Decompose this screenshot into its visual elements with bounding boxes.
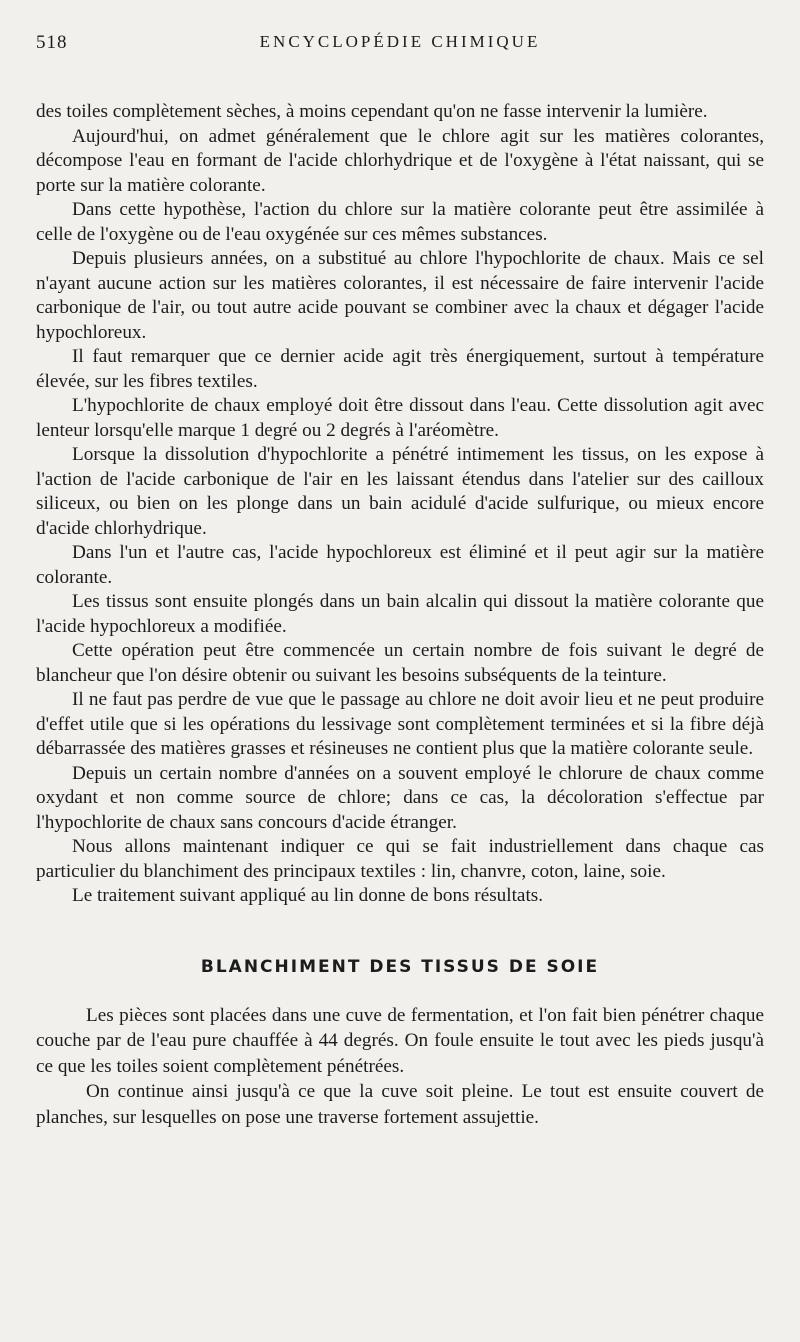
paragraph: Les tissus sont ensuite plongés dans un bain alcalin qui dissout la matière colorante que l'acide hypochloreux a modifiée.	[36, 591, 764, 637]
running-title: ENCYCLOPÉDIE CHIMIQUE	[259, 32, 541, 51]
paragraph: Nous allons maintenant indiquer ce qui se fait industriellement dans chaque cas particulier du blanchiment des principaux textiles : lin, chanvre, coton, laine, soie.	[36, 836, 764, 882]
paragraph: Depuis un certain nombre d'années on a souvent employé le chlorure de chaux comme oxydant et non comme source de chlore; dans ce cas, la décoloration s'effectue par l'hypochlorite de chaux sans concours d'acide étranger.	[36, 762, 764, 833]
section-paragraph: Les pièces sont placées dans une cuve de fermentation, et l'on fait bien pénétrer chaque couche par de l'eau pure chauffée à 44 degrés. On foule ensuite le tout avec les pieds jusqu'à ce que les toiles soient complètement pénétrées.	[36, 1004, 764, 1077]
paragraph: Lorsque la dissolution d'hypochlorite a pénétré intimement les tissus, on les expose à l'action de l'acide carbonique de l'air en les laissant étendus dans l'atelier sur des cailloux siliceux, ou bien on les plonge dans un bain acidulé d'acide sulfurique, ou mieux encore d'acide chlorhydrique.	[36, 444, 764, 539]
page-number: 518	[36, 32, 68, 53]
paragraph: L'hypochlorite de chaux employé doit être dissout dans l'eau. Cette dissolution agit avec lenteur lorsqu'elle marque 1 degré ou 2 degrés à l'aréomètre.	[36, 395, 764, 441]
paragraph: Il faut remarquer que ce dernier acide agit très énergiquement, surtout à température élevée, sur les fibres textiles.	[36, 346, 764, 392]
section-title: BLANCHIMENT DES TISSUS DE SOIE	[200, 956, 600, 977]
section-paragraph: On continue ainsi jusqu'à ce que la cuve soit pleine. Le tout est ensuite couvert de planches, sur lesquelles on pose une traverse fortement assujettie.	[36, 1081, 764, 1128]
paragraph: Dans cette hypothèse, l'action du chlore sur la matière colorante peut être assimilée à celle de l'oxygène ou de l'eau oxygénée sur ces mêmes substances.	[36, 199, 764, 245]
page-header	[36, 28, 764, 68]
paragraph: Il ne faut pas perdre de vue que le passage au chlore ne doit avoir lieu et ne peut produire d'effet utile que si les opérations du lessivage sont complètement terminées et si la fibre déjà débarrassée des matières grasses et résineuses ne contient plus que la matière colorante seule.	[36, 689, 764, 759]
section-body	[36, 1003, 764, 1131]
paragraph: Cette opération peut être commencée un certain nombre de fois suivant le degré de blancheur que l'on désire obtenir ou suivant les besoins subséquents de la teinture.	[36, 640, 764, 686]
paragraph: des toiles complètement sèches, à moins cependant qu'on ne fasse intervenir la lumière.	[36, 101, 708, 122]
paragraph: Le traitement suivant appliqué au lin donne de bons résultats.	[72, 885, 544, 906]
body-text	[36, 100, 764, 909]
paragraph: Depuis plusieurs années, on a substitué au chlore l'hypochlorite de chaux. Mais ce sel n'ayant aucune action sur les matières colorantes, il est nécessaire de faire intervenir l'acide carbonique de l'air, ou tout autre acide pouvant se combiner avec la chaux et dégager l'acide hypochloreux.	[36, 248, 764, 343]
paragraph: Dans l'un et l'autre cas, l'acide hypochloreux est éliminé et il peut agir sur la matière colorante.	[36, 542, 764, 588]
paragraph: Aujourd'hui, on admet généralement que le chlore agit sur les matières colorantes, décompose l'eau en formant de l'acide chlorhydrique et de l'oxygène à l'état naissant, qui se porte sur la matière colorante.	[36, 125, 764, 196]
